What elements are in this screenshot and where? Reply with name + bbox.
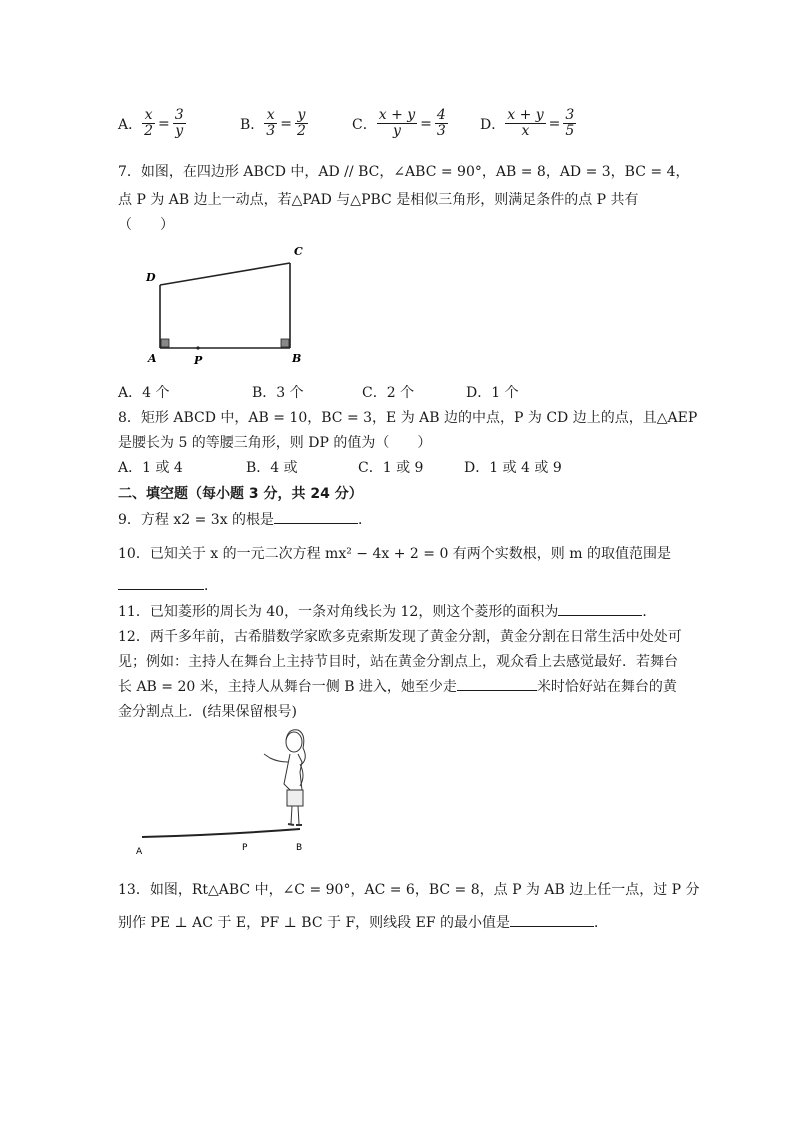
segment-dc [160, 263, 290, 285]
fraction: $\frac{x + y}{x}$ [507, 107, 544, 140]
stage-line [142, 829, 300, 837]
left-arm [264, 754, 288, 762]
q11: 11．已知菱形的周长为 40，一条对角线长为 12，则这个菱形的面积为 ． [118, 601, 656, 621]
option-label: D． [480, 116, 506, 133]
q12-line3: 长 AB = 20 米，主持人从舞台一侧 B 进入，她至少走 米时恰好站在舞台的黄 [118, 676, 677, 696]
fraction: $\frac{x}{2}$ [144, 107, 154, 140]
q7-options [118, 382, 519, 402]
answer-blank[interactable] [558, 601, 642, 616]
q8-line2: 是腰长为 5 的等腰三角形，则 DP 的值为（ ） [118, 435, 432, 451]
label-c: C [294, 245, 303, 258]
option-label: B． [240, 116, 265, 133]
label-a: A [148, 352, 157, 365]
q6-option-c: C． $\frac{x + y}{y}$ = $\frac{4}{3}$ [352, 107, 446, 140]
q6-option-d: D． $\frac{x + y}{x}$ = $\frac{3}{5}$ [480, 107, 575, 140]
q12-figure [130, 724, 330, 859]
left-leg [291, 806, 292, 824]
fraction: $\frac{3}{y}$ [174, 107, 184, 140]
label-a: A [136, 847, 143, 857]
fraction: $\frac{x}{3}$ [266, 107, 276, 140]
right-angle-mark-a [161, 339, 169, 347]
q8-option-b: B．4 或 [246, 460, 298, 476]
host-figure [264, 730, 305, 825]
q12-line4: 金分割点上．(结果保留根号) [118, 704, 297, 720]
fraction: $\frac{x + y}{y}$ [378, 107, 416, 140]
q8-option-c: C．1 或 9 [358, 460, 424, 476]
q13-line1: 13．如图，Rt△ABC 中，∠C = 90°，AC = 6，BC = 8，点 P 为 AB 边上任一点，过 P 分 [118, 882, 700, 898]
fraction: $\frac{y}{2}$ [296, 107, 306, 140]
label-d: D [146, 271, 156, 284]
point-p [196, 346, 199, 349]
feet [288, 824, 302, 825]
head [286, 732, 302, 752]
q10-line1: 10．已知关于 x 的一元二次方程 mx² − 4x + 2 = 0 有两个实数根，则 m 的取值范围是 [118, 546, 671, 562]
fraction: $\frac{4}{3}$ [436, 107, 446, 140]
q7-line3: （ ） [118, 217, 174, 233]
label-p: P [242, 843, 248, 853]
q7-line2: 点 P 为 AB 边上一动点，若△PAD 与△PBC 是相似三角形，则满足条件的点 P 共有 [118, 192, 639, 208]
right-leg [298, 806, 299, 824]
label-p: P [194, 354, 203, 367]
q12-line1: 12．两千多年前，古希腊数学家欧多克索斯发现了黄金分割，黄金分割在日常生活中处处可 [118, 629, 682, 645]
q7-option-b: B．3 个 [252, 385, 304, 401]
q7-option-c: C．2 个 [362, 385, 415, 401]
label-b: B [296, 843, 303, 853]
torso [284, 754, 302, 790]
answer-blank[interactable] [118, 575, 204, 590]
fraction: $\frac{3}{5}$ [565, 107, 575, 140]
label-b: B [292, 352, 302, 365]
q8-option-a: A．1 或 4 [118, 460, 183, 476]
q7-option-d: D．1 个 [466, 385, 519, 401]
q8-option-d: D．1 或 4 或 9 [464, 460, 562, 476]
right-angle-mark-b [281, 339, 289, 347]
q12-line2: 见；例如：主持人在舞台上主持节目时，站在黄金分割点上，观众看上去感觉最好．若舞台 [118, 654, 678, 670]
option-label: C． [352, 116, 377, 133]
q9: 9．方程 x2 = 3x 的根是 ． [118, 509, 372, 529]
answer-blank[interactable] [457, 676, 537, 691]
section-title: 二、填空题（每小题 3 分，共 24 分） [118, 486, 363, 502]
answer-blank[interactable] [274, 509, 358, 524]
q6-option-b: B． $\frac{x}{3}$ = $\frac{y}{2}$ [240, 107, 306, 140]
option-label: A． [118, 116, 143, 133]
answer-blank[interactable] [510, 912, 594, 927]
q7-option-a: A．4 个 [118, 385, 170, 401]
q13-line2: 别作 PE ⊥ AC 于 E，PF ⊥ BC 于 F，则线段 EF 的最小值是 ． [118, 912, 608, 932]
q7-figure [140, 238, 320, 373]
q8-line1: 8．矩形 ABCD 中，AB = 10，BC = 3，E 为 AB 边的中点，P 为 CD 边上的点，且△AEP [118, 410, 698, 426]
q8-options [118, 457, 562, 477]
q6-options [118, 108, 576, 140]
skirt [287, 790, 303, 806]
q10-line2: ． [118, 575, 218, 595]
q6-option-a: A． $\frac{x}{2}$ = $\frac{3}{y}$ [118, 107, 184, 140]
q7-line1: 7．如图，在四边形 ABCD 中，AD // BC，∠ABC = 90°，AB = 8，AD = 3，BC = 4， [118, 164, 690, 180]
